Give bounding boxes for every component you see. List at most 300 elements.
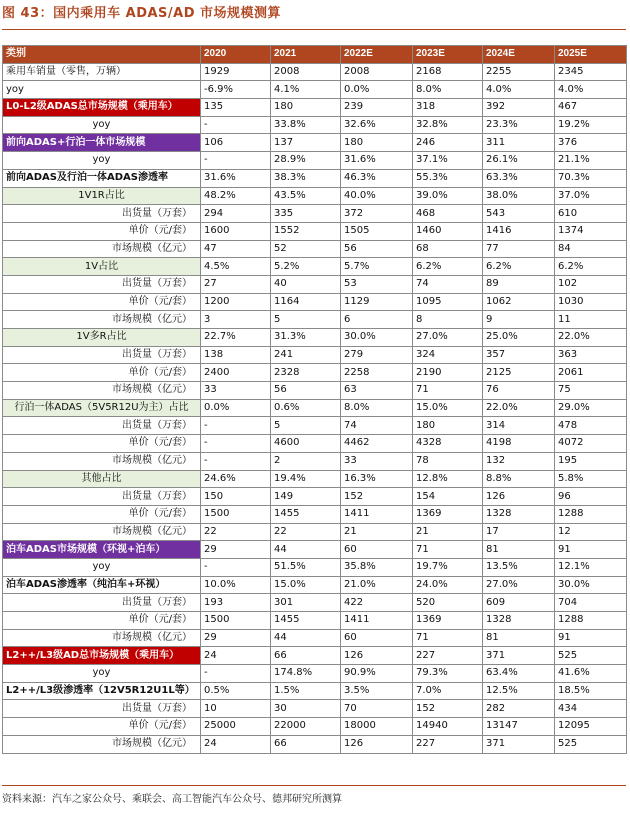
value-cell: 35.8% [341,558,413,576]
value-cell: 81 [483,541,555,559]
value-cell: 137 [271,134,341,152]
table-row [3,647,627,665]
value-cell: 18.5% [555,682,627,700]
value-cell: 70.3% [555,169,627,187]
value-cell: 24.0% [413,576,483,594]
value-cell: 0.0% [201,399,271,417]
value-cell: 70 [341,700,413,718]
value-cell: 324 [413,346,483,364]
value-cell: 6.2% [555,258,627,276]
value-cell: 7.0% [413,682,483,700]
table-row [3,452,627,470]
row-label: yoy [3,116,201,134]
table-row [3,558,627,576]
table-row [3,311,627,329]
row-label: 单价（元/套） [3,505,201,523]
value-cell: 96 [555,488,627,506]
value-cell: 5.2% [271,258,341,276]
value-cell: 150 [201,488,271,506]
value-cell: 294 [201,205,271,223]
row-label: 市场规模（亿元） [3,311,201,329]
value-cell: 3 [201,311,271,329]
value-cell: 392 [483,99,555,117]
table-row [3,364,627,382]
value-cell: 154 [413,488,483,506]
value-cell: 60 [341,629,413,647]
table-row [3,346,627,364]
header-cell: 2020 [201,46,271,64]
value-cell: 38.0% [483,187,555,205]
value-cell: 6 [341,311,413,329]
value-cell: 314 [483,417,555,435]
value-cell: 15.0% [271,576,341,594]
value-cell: 31.6% [341,152,413,170]
value-cell: 1288 [555,505,627,523]
value-cell: 2255 [483,63,555,81]
value-cell: 1328 [483,612,555,630]
table-row [3,470,627,488]
value-cell: 5 [271,417,341,435]
value-cell: 22.0% [483,399,555,417]
value-cell: 31.3% [271,329,341,347]
value-cell: 25.0% [483,329,555,347]
value-cell: 26.1% [483,152,555,170]
value-cell: -6.9% [201,81,271,99]
row-label: yoy [3,558,201,576]
value-cell: - [201,417,271,435]
row-label: 前向ADAS及行泊一体ADAS渗透率 [3,169,201,187]
value-cell: 17 [483,523,555,541]
table-row [3,81,627,99]
table-header-row [3,46,627,64]
value-cell: 13.5% [483,558,555,576]
value-cell: 56 [271,382,341,400]
value-cell: 1129 [341,293,413,311]
value-cell: 4462 [341,435,413,453]
table-row [3,240,627,258]
value-cell: 27.0% [483,576,555,594]
value-cell: 43.5% [271,187,341,205]
value-cell: 52 [271,240,341,258]
value-cell: 66 [271,647,341,665]
value-cell: 47 [201,240,271,258]
value-cell: 12.1% [555,558,627,576]
value-cell: 282 [483,700,555,718]
value-cell: 21 [413,523,483,541]
value-cell: 32.6% [341,116,413,134]
table-row [3,523,627,541]
table-row [3,187,627,205]
row-label: 出货量（万套） [3,700,201,718]
row-label: 单价（元/套） [3,435,201,453]
row-label: L0-L2级ADAS总市场规模（乘用车） [3,99,201,117]
row-label: 单价（元/套） [3,612,201,630]
row-label: 市场规模（亿元） [3,629,201,647]
value-cell: 174.8% [271,665,341,683]
value-cell: 126 [341,647,413,665]
value-cell: 12.8% [413,470,483,488]
row-label: 前向ADAS+行泊一体市场规模 [3,134,201,152]
value-cell: 76 [483,382,555,400]
value-cell: 2008 [341,63,413,81]
value-cell: 1455 [271,612,341,630]
value-cell: 610 [555,205,627,223]
value-cell: 55.3% [413,169,483,187]
value-cell: 1500 [201,612,271,630]
value-cell: 84 [555,240,627,258]
row-label: 单价（元/套） [3,364,201,382]
bottom-divider [2,785,626,786]
table-row [3,293,627,311]
table-row [3,576,627,594]
value-cell: 227 [413,647,483,665]
value-cell: 27 [201,275,271,293]
value-cell: 77 [483,240,555,258]
value-cell: 75 [555,382,627,400]
value-cell: 53 [341,275,413,293]
value-cell: 6.2% [413,258,483,276]
value-cell: 1369 [413,505,483,523]
value-cell: 239 [341,99,413,117]
value-cell: 1455 [271,505,341,523]
value-cell: 28.9% [271,152,341,170]
value-cell: 2258 [341,364,413,382]
value-cell: 30.0% [555,576,627,594]
value-cell: 467 [555,99,627,117]
value-cell: 24 [201,647,271,665]
value-cell: 525 [555,647,627,665]
value-cell: 12.5% [483,682,555,700]
value-cell: 106 [201,134,271,152]
value-cell: 4198 [483,435,555,453]
value-cell: 27.0% [413,329,483,347]
value-cell: 79.3% [413,665,483,683]
row-label: 市场规模（亿元） [3,240,201,258]
value-cell: 2168 [413,63,483,81]
value-cell: 37.0% [555,187,627,205]
value-cell: 4.5% [201,258,271,276]
value-cell: 1460 [413,222,483,240]
value-cell: 1600 [201,222,271,240]
value-cell: 63.4% [483,665,555,683]
table-row [3,99,627,117]
row-label: 乘用车销量（零售，万辆） [3,63,201,81]
row-label: 出货量（万套） [3,205,201,223]
value-cell: 32.8% [413,116,483,134]
value-cell: 1374 [555,222,627,240]
value-cell: - [201,558,271,576]
value-cell: 1369 [413,612,483,630]
value-cell: 10.0% [201,576,271,594]
value-cell: 609 [483,594,555,612]
value-cell: 81 [483,629,555,647]
value-cell: 2328 [271,364,341,382]
value-cell: 1929 [201,63,271,81]
value-cell: 71 [413,629,483,647]
value-cell: 24.6% [201,470,271,488]
value-cell: 40 [271,275,341,293]
value-cell: 39.0% [413,187,483,205]
value-cell: 2008 [271,63,341,81]
table-row [3,505,627,523]
value-cell: 66 [271,735,341,753]
value-cell: 0.6% [271,399,341,417]
value-cell: 102 [555,275,627,293]
row-label: 出货量（万套） [3,275,201,293]
value-cell: 19.4% [271,470,341,488]
row-label: 泊车ADAS市场规模（环视+泊车） [3,541,201,559]
value-cell: 2061 [555,364,627,382]
value-cell: 23.3% [483,116,555,134]
value-cell: 376 [555,134,627,152]
value-cell: 301 [271,594,341,612]
table-row [3,63,627,81]
table-row [3,329,627,347]
value-cell: 1.5% [271,682,341,700]
value-cell: 40.0% [341,187,413,205]
value-cell: 29.0% [555,399,627,417]
value-cell: 1200 [201,293,271,311]
value-cell: 363 [555,346,627,364]
value-cell: 4.0% [555,81,627,99]
title-divider [2,29,626,30]
value-cell: 422 [341,594,413,612]
value-cell: 13147 [483,718,555,736]
value-cell: 21.0% [341,576,413,594]
source-note: 资料来源：汽车之家公众号、乘联会、高工智能汽车公众号、德邦研究所测算 [2,794,342,805]
value-cell: 11 [555,311,627,329]
value-cell: 41.6% [555,665,627,683]
value-cell: 704 [555,594,627,612]
value-cell: 2190 [413,364,483,382]
value-cell: 2 [271,452,341,470]
value-cell: 525 [555,735,627,753]
value-cell: - [201,665,271,683]
value-cell: 318 [413,99,483,117]
value-cell: 22.0% [555,329,627,347]
value-cell: 1062 [483,293,555,311]
value-cell: 9 [483,311,555,329]
value-cell: 1505 [341,222,413,240]
value-cell: 30.0% [341,329,413,347]
value-cell: 63 [341,382,413,400]
value-cell: 241 [271,346,341,364]
table-row [3,258,627,276]
value-cell: 372 [341,205,413,223]
value-cell: 44 [271,541,341,559]
value-cell: 180 [271,99,341,117]
value-cell: 468 [413,205,483,223]
table-row [3,222,627,240]
value-cell: 22.7% [201,329,271,347]
value-cell: 90.9% [341,665,413,683]
header-cell: 2022E [341,46,413,64]
value-cell: 60 [341,541,413,559]
value-cell: 71 [413,541,483,559]
value-cell: 4600 [271,435,341,453]
value-cell: 1411 [341,505,413,523]
value-cell: 8.0% [341,399,413,417]
value-cell: 180 [413,417,483,435]
header-cell: 类别 [3,46,201,64]
row-label: 泊车ADAS渗透率（纯泊车+环视） [3,576,201,594]
table-row [3,700,627,718]
table-row [3,488,627,506]
table-row [3,718,627,736]
value-cell: 6.2% [483,258,555,276]
table-row [3,417,627,435]
value-cell: 520 [413,594,483,612]
value-cell: 1095 [413,293,483,311]
table-row [3,116,627,134]
value-cell: 1552 [271,222,341,240]
value-cell: 25000 [201,718,271,736]
table-row [3,435,627,453]
row-label: 出货量（万套） [3,346,201,364]
row-label: 1V1R占比 [3,187,201,205]
table-body [3,63,627,753]
value-cell: 5 [271,311,341,329]
value-cell: 434 [555,700,627,718]
table-row [3,399,627,417]
table-row [3,629,627,647]
value-cell: 126 [341,735,413,753]
value-cell: 12095 [555,718,627,736]
row-label: 单价（元/套） [3,222,201,240]
header-cell: 2025E [555,46,627,64]
value-cell: 1288 [555,612,627,630]
table-row [3,134,627,152]
row-label: yoy [3,152,201,170]
value-cell: 74 [341,417,413,435]
value-cell: 18000 [341,718,413,736]
value-cell: 2345 [555,63,627,81]
value-cell: 22000 [271,718,341,736]
value-cell: 195 [555,452,627,470]
value-cell: 21 [341,523,413,541]
table-row [3,152,627,170]
row-label: yoy [3,81,201,99]
value-cell: 30 [271,700,341,718]
row-label: 出货量（万套） [3,594,201,612]
value-cell: 19.7% [413,558,483,576]
value-cell: 8 [413,311,483,329]
value-cell: 5.8% [555,470,627,488]
row-label: 单价（元/套） [3,293,201,311]
table-row [3,682,627,700]
value-cell: 24 [201,735,271,753]
value-cell: 543 [483,205,555,223]
row-label: 1V占比 [3,258,201,276]
value-cell: 4.1% [271,81,341,99]
header-cell: 2021 [271,46,341,64]
row-label: 市场规模（亿元） [3,452,201,470]
value-cell: 0.0% [341,81,413,99]
value-cell: 91 [555,629,627,647]
value-cell: 227 [413,735,483,753]
value-cell: 1328 [483,505,555,523]
value-cell: 10 [201,700,271,718]
value-cell: 152 [341,488,413,506]
value-cell: 68 [413,240,483,258]
value-cell: 33 [341,452,413,470]
value-cell: 48.2% [201,187,271,205]
value-cell: 371 [483,647,555,665]
row-label: 1V多R占比 [3,329,201,347]
value-cell: 89 [483,275,555,293]
value-cell: 8.0% [413,81,483,99]
value-cell: 16.3% [341,470,413,488]
row-label: 出货量（万套） [3,417,201,435]
adas-market-table [2,45,627,754]
row-label: L2++/L3级AD总市场规模（乘用车） [3,647,201,665]
value-cell: 246 [413,134,483,152]
row-label: 单价（元/套） [3,718,201,736]
value-cell: 15.0% [413,399,483,417]
table-row [3,205,627,223]
value-cell: 56 [341,240,413,258]
value-cell: 33 [201,382,271,400]
row-label: 市场规模（亿元） [3,735,201,753]
value-cell: 4328 [413,435,483,453]
value-cell: 38.3% [271,169,341,187]
row-label: 市场规模（亿元） [3,523,201,541]
value-cell: 31.6% [201,169,271,187]
value-cell: 478 [555,417,627,435]
header-cell: 2024E [483,46,555,64]
value-cell: 22 [201,523,271,541]
table-row [3,735,627,753]
row-label: yoy [3,665,201,683]
table-row [3,169,627,187]
value-cell: 46.3% [341,169,413,187]
value-cell: 279 [341,346,413,364]
value-cell: 126 [483,488,555,506]
value-cell: - [201,116,271,134]
value-cell: 152 [413,700,483,718]
row-label: L2++/L3级渗透率（12V5R12U1L等） [3,682,201,700]
value-cell: 71 [413,382,483,400]
value-cell: 51.5% [271,558,341,576]
value-cell: 4.0% [483,81,555,99]
row-label: 其他占比 [3,470,201,488]
value-cell: 1416 [483,222,555,240]
value-cell: 12 [555,523,627,541]
value-cell: 180 [341,134,413,152]
row-label: 出货量（万套） [3,488,201,506]
value-cell: 91 [555,541,627,559]
table-row [3,382,627,400]
value-cell: 22 [271,523,341,541]
value-cell: 1164 [271,293,341,311]
value-cell: 78 [413,452,483,470]
value-cell: 1030 [555,293,627,311]
value-cell: - [201,452,271,470]
row-label: 市场规模（亿元） [3,382,201,400]
value-cell: - [201,435,271,453]
row-label: 行泊一体ADAS（5V5R12U为主）占比 [3,399,201,417]
table-row [3,665,627,683]
value-cell: - [201,152,271,170]
value-cell: 5.7% [341,258,413,276]
table-row [3,612,627,630]
table-row [3,541,627,559]
value-cell: 19.2% [555,116,627,134]
value-cell: 33.8% [271,116,341,134]
value-cell: 3.5% [341,682,413,700]
value-cell: 74 [413,275,483,293]
table-row [3,594,627,612]
